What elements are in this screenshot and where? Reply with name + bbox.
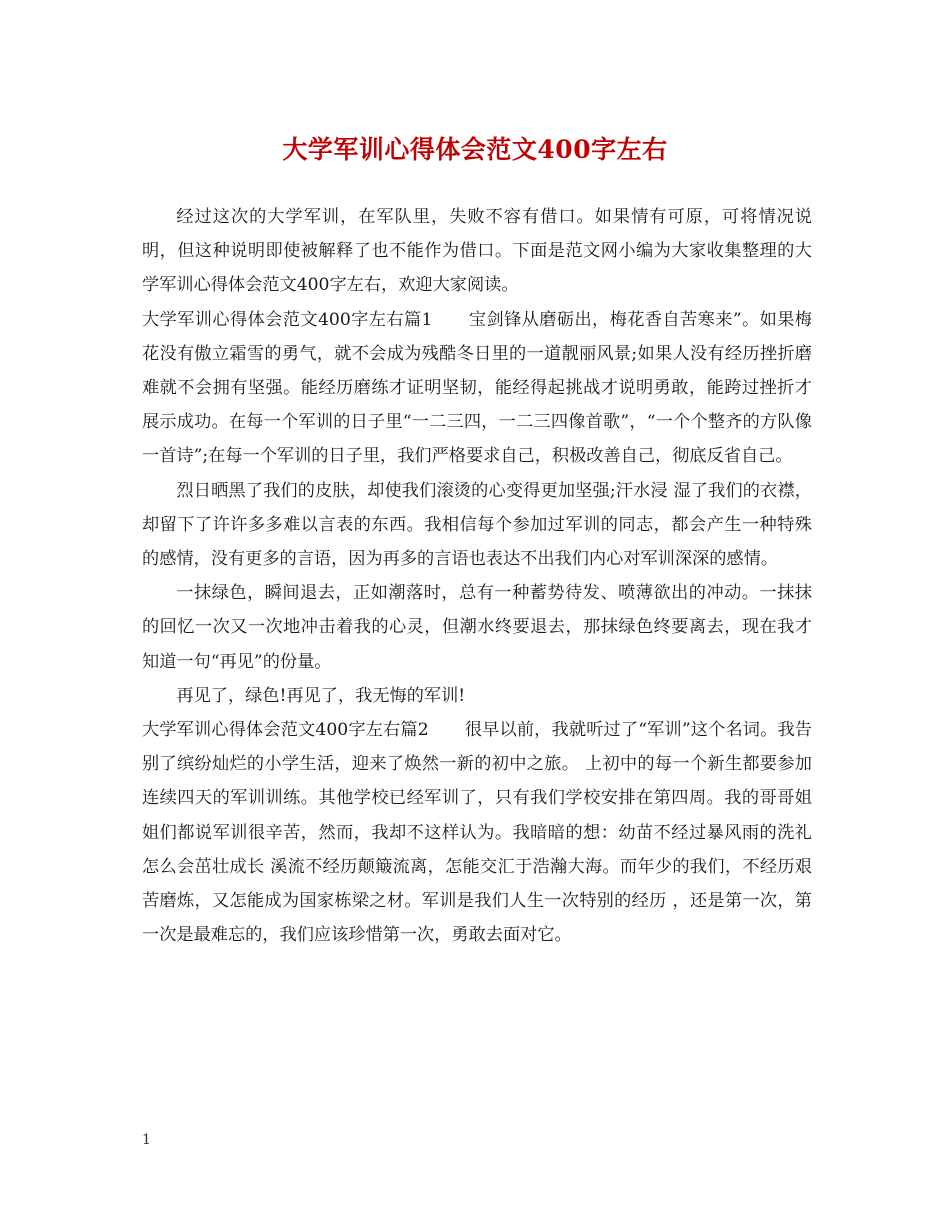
section-2-paragraph: [142, 713, 812, 952]
section-2-heading: 大学军训心得体会范文400字左右篇2: [142, 720, 429, 741]
intro-paragraph: 经过这次的大学军训，在军队里，失败不容有借口。如果情有可原，可将情况说明，但这种说明即使被解释了也不能作为借口。下面是范文网小编为大家收集整理的大学军训心得体会范文400字左右，欢迎大家阅读。: [142, 207, 812, 296]
section-1-heading: 大学军训心得体会范文400字左右篇1: [142, 309, 433, 330]
section-2-text: 很早以前，我就听过了“军训”这个名词。我告别了缤纷灿烂的小学生活，迎来了焕然一新的初中之旅。 上初中的每一个新生都要参加连续四天的军训训练。其他学校已经军训了，只有我们学校安排在第四周。我的哥哥姐姐们都说军训很辛苦，然而，我却不这样认为。我暗暗的想：幼苗不经过暴风雨的洗礼怎么会茁壮成长 溪流不经历颠簸流离，怎能交汇于浩瀚大海。而年少的我们，不经历艰苦磨炼，又怎能成为国家栋梁之材。军训是我们人生一次特别的经历 ，还是第一次，第一次是最难忘的，我们应该珍惜第一次，勇敢去面对它。: [142, 720, 812, 946]
section-1-paragraph: [142, 303, 812, 474]
document-body: [142, 200, 812, 952]
paragraph-3: 一抹绿色，瞬间退去，正如潮落时，总有一种蓄势待发、喷薄欲出的冲动。一抹抹的回忆一次又一次地冲击着我的心灵，但潮水终要退去，那抹绿色终要离去，现在我才知道一句“再见”的份量。: [142, 583, 812, 672]
page-number: 1: [142, 1132, 151, 1148]
section-1-text: 宝剑锋从磨砺出，梅花香自苦寒来”。如果梅花没有傲立霜雪的勇气，就不会成为残酷冬日里的一道靓丽风景;如果人没有经历挫折磨难就不会拥有坚强。能经历磨练才证明坚韧，能经得起挑战才说明勇敢，能跨过挫折才展示成功。在每一个军训的日子里“一二三四，一二三四像首歌”，“一个个整齐的方队像一首诗”;在每一个军训的日子里，我们严格要求自己，积极改善自己，彻底反省自己。: [142, 309, 812, 467]
paragraph-4: 再见了，绿色!再见了，我无悔的军训!: [176, 685, 466, 706]
document-title: 大学军训心得体会范文400字左右: [282, 135, 668, 164]
paragraph-2: 烈日晒黑了我们的皮肤，却使我们滚烫的心变得更加坚强;汗水浸 湿了我们的衣襟，却留下了许许多多难以言表的东西。我相信每个参加过军训的同志，都会产生一种特殊的感情，没有更多的言语，因为再多的言语也表达不出我们内心对军训深深的感情。: [142, 480, 812, 570]
